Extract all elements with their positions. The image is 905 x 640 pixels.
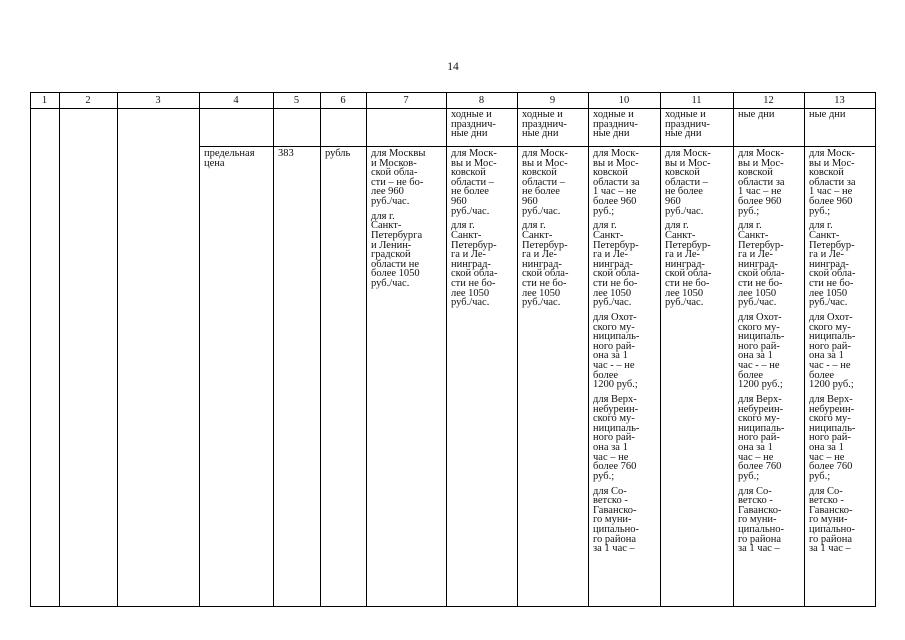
text-line: для Охот- [738,312,782,323]
text-line: за 1 час – [738,543,780,555]
column-header-2: 2 [85,95,91,106]
column-border [446,92,447,606]
cell-13-paragraph-3 [809,313,873,390]
text-line: ниципаль- [738,422,785,434]
text-line: вы и Мос- [451,157,497,169]
text-line: 1 час – не [593,186,637,198]
cell-9-paragraph-2 [522,221,586,307]
text-line: для Верх- [738,394,782,405]
text-line: более [593,369,619,381]
text-line: Гаванско- [809,504,853,516]
text-line: го района [738,533,781,545]
text-line: и Ленин- [371,239,412,251]
text-line: ниципаль- [738,331,785,343]
text-line: 1200 руб.; [809,379,854,391]
text-line: она за 1 [809,441,844,453]
cell-12-paragraph-2 [738,221,802,307]
text-line: ветско - [738,495,773,507]
text-line: лее 1050 [451,287,490,299]
text-line: ниципаль- [593,422,640,434]
text-line: ковской [451,167,486,179]
text-line: вы и Мос- [809,157,855,169]
text-line: ского му- [809,321,851,333]
text-line: празднич- [451,118,496,130]
text-line: не более [522,186,560,198]
text-line: ского му- [738,321,780,333]
page-number: 14 [447,61,459,73]
text-line: руб.; [809,205,831,217]
text-line: ветско - [809,495,844,507]
text-line: час - – не [738,359,780,371]
column-header-11: 11 [691,95,702,106]
cell-9-paragraph-1 [522,149,586,216]
text-line: га и Ле- [451,249,487,261]
text-line: для г. [451,220,475,232]
text-line: ходные и [522,109,563,120]
text-line: ского му- [738,413,780,425]
text-line: го муни- [809,514,848,526]
text-line: для г. [371,210,395,222]
text-line: сти не бо- [451,277,496,289]
text-line: она за 1 [809,350,844,362]
text-line: для Охот- [809,312,853,323]
text-line: ской обла- [809,268,856,280]
text-line: руб./час. [809,297,848,309]
column-border [199,92,200,606]
column-header-8: 8 [478,95,485,106]
text-line: руб./час. [522,297,561,309]
text-line: ковской [593,167,628,179]
text-line: ные дни [809,109,846,120]
text-line: празднич- [593,118,638,130]
text-line: Петербур- [593,239,639,251]
text-line: лее 1050 [809,287,848,299]
text-line: Санкт- [665,229,696,241]
text-line: руб.; [593,205,615,217]
text-line: области за [809,176,856,188]
text-line: ного рай- [593,340,635,352]
text-line: более 1050 [371,268,420,280]
cell-7-paragraph-2 [371,212,444,289]
text-line: руб./час. [593,297,632,309]
text-line: лее 1050 [522,287,561,299]
column-border [117,92,118,606]
column-border [320,92,321,606]
text-line: для Моск- [665,148,711,159]
carryover-cell-12 [738,110,802,120]
text-line: 960 [522,195,538,207]
text-line: небуреин- [593,403,639,415]
text-line: она за 1 [593,350,628,362]
text-line: более 960 [593,195,637,207]
text-line: более [809,369,835,381]
text-line: руб./час. [665,205,704,217]
text-line: руб.; [809,470,831,482]
text-line: ципально- [809,523,856,535]
text-line: нинград- [809,258,849,270]
text-line: ного рай- [738,340,780,352]
text-line: предельная [204,148,255,159]
text-line: руб./час. [451,205,490,217]
text-line: руб./час. [665,297,704,309]
column-border [366,92,367,606]
column-border [30,92,31,606]
text-line: для г. [809,220,833,232]
cell-8-paragraph-2 [451,221,515,307]
text-line: для Моск- [522,148,568,159]
text-line: для г. [665,220,689,232]
text-line: более 960 [809,195,853,207]
text-line: ные дни [451,128,488,140]
text-line: для г. [522,220,546,232]
text-line: 1200 руб.; [738,379,783,391]
text-line: ниципаль- [809,331,856,343]
text-line: лее 1050 [738,287,777,299]
cell-11-paragraph-1 [665,149,731,216]
text-line: ковской [665,167,700,179]
column-border [660,92,661,606]
text-line: вы и Мос- [665,157,711,169]
column-border [804,92,805,606]
text-line: вы и Мос- [593,157,639,169]
text-line: га и Ле- [738,249,774,261]
row-border [199,146,876,147]
text-line: Петербур- [809,239,855,251]
cell-13-paragraph-4 [809,395,873,481]
text-line: вы и Мос- [522,157,568,169]
column-header-6: 6 [340,95,346,106]
text-line: 1 час – не [809,186,853,198]
text-line: ные дни [522,128,559,140]
cell-13-paragraph-2 [809,221,873,307]
text-line: га и Ле- [522,249,558,261]
text-line: сти не бо- [738,277,783,289]
text-line: для Со- [738,485,772,497]
text-line: ные дни [665,128,702,140]
text-line: ного рай- [809,340,851,352]
cell-7-paragraph-1 [371,149,444,207]
text-line: Гаванско- [738,504,782,516]
text-line: Гаванско- [593,504,637,516]
cell-11-paragraph-2 [665,221,731,307]
text-line: Петербур- [451,239,497,251]
column-header-4: 4 [233,95,239,106]
text-line: Петербур- [738,239,784,251]
text-line: руб./час. [371,277,410,289]
cell-13-paragraph-1 [809,149,873,216]
text-line: она за 1 [593,441,628,453]
cell-12-paragraph-1 [738,149,802,216]
text-line: лее 960 [371,186,404,198]
text-line: нинград- [451,258,491,270]
text-line: Санкт- [522,229,553,241]
text-line: ской обла- [665,268,712,280]
text-line: для Охот- [593,312,637,323]
text-line: ской обла- [593,268,640,280]
column-header-10: 10 [618,95,630,106]
cell-unit [325,149,364,159]
text-line: она за 1 [738,350,773,362]
text-line: руб./час. [371,195,410,207]
text-line: для Моск- [809,148,855,159]
cell-12-paragraph-3 [738,313,802,390]
text-line: га и Ле- [593,249,629,261]
text-line: для Моск- [738,148,784,159]
table-bottom-border [30,606,876,607]
text-line: Санкт- [593,229,624,241]
text-line: ные дни [593,128,630,140]
carryover-cell-13 [809,110,873,120]
column-header-12: 12 [763,95,774,106]
text-line: ского му- [593,321,635,333]
column-border [875,92,876,606]
text-line: ходные и [451,109,492,120]
text-line: час – не [809,451,845,463]
text-line: 960 [451,195,467,207]
text-line: час - – не [809,359,851,371]
text-line: празднич- [522,118,567,130]
text-line: ные дни [738,109,775,120]
text-line: сти не бо- [593,277,638,289]
text-line: ского му- [809,413,851,425]
text-line: для г. [738,220,762,232]
text-line: она за 1 [738,441,773,453]
column-border [59,92,60,606]
text-line: ской обла- [451,268,498,280]
text-line: более 960 [738,195,782,207]
text-line: ходные и [593,109,634,120]
text-line: руб./час. [522,205,561,217]
text-line: Петербур- [665,239,711,251]
text-line: области не [371,258,420,270]
text-line: для Верх- [593,394,637,405]
text-line: 1 час – не [738,186,782,198]
text-line: ципально- [593,523,640,535]
text-line: час – не [738,451,774,463]
cell-8-paragraph-1 [451,149,515,216]
cell-13-paragraph-5 [809,487,873,554]
text-line: ковской [522,167,557,179]
text-line: ного рай- [738,432,780,444]
column-border [273,92,274,606]
text-line: 1200 руб.; [593,379,638,391]
text-line: 960 [665,195,681,207]
text-line: ниципаль- [593,331,640,343]
text-line: ковской [809,167,844,179]
text-line: области – [665,176,708,188]
text-line: сти не бо- [522,277,567,289]
text-line: го района [593,533,636,545]
text-line: Санкт- [451,229,482,241]
text-line: Петербурга [371,229,423,241]
text-line: не более [665,186,703,198]
cell-10-paragraph-3 [593,313,658,390]
carryover-cell-10 [593,110,658,139]
text-line: для Со- [809,485,843,497]
text-line: для Моск- [451,148,497,159]
text-line: руб.; [593,470,615,482]
table-top-border [30,92,876,93]
text-line: Санкт- [809,229,840,241]
text-line: га и Ле- [665,249,701,261]
text-line: нинград- [522,258,562,270]
text-line: руб.; [738,205,760,217]
text-line: для Верх- [809,394,853,405]
text-line: лее 1050 [593,287,632,299]
cell-10-paragraph-4 [593,395,658,481]
text-line: руб.; [738,470,760,482]
text-line: сти – не бо- [371,176,424,188]
text-line: Санкт- [371,220,402,232]
text-line: нинград- [738,258,778,270]
text-line: градской [371,249,411,261]
text-line: час – не [593,451,629,463]
column-border [733,92,734,606]
cell-12-paragraph-5 [738,487,802,554]
text-line: ниципаль- [809,422,856,434]
text-line: ковской [738,167,773,179]
text-line: Санкт- [738,229,769,241]
text-line: за 1 час – [593,543,635,555]
text-line: нинград- [665,258,705,270]
text-line: сти не бо- [809,277,854,289]
text-line: цена [204,157,225,169]
text-line: небуреин- [738,403,784,415]
cell-10-paragraph-1 [593,149,658,216]
text-line: лее 1050 [665,287,704,299]
text-line: час - – не [593,359,635,371]
column-header-5: 5 [293,95,300,106]
text-line: га и Ле- [809,249,845,261]
carryover-cell-8 [451,110,515,139]
carryover-cell-11 [665,110,731,139]
text-line: для Со- [593,485,627,497]
text-line: руб./час. [738,297,777,309]
text-line: для Моск- [593,148,639,159]
text-line: за 1 час – [809,543,851,555]
text-line: области за [593,176,640,188]
text-line: ципально- [738,523,785,535]
text-line: го муни- [593,514,632,526]
column-header-9: 9 [549,95,556,106]
text-line: ской обла- [522,268,569,280]
text-line: Петербур- [522,239,568,251]
text-line: ветско - [593,495,628,507]
text-line: более 760 [593,461,637,473]
text-line: ской обла- [371,167,418,179]
carryover-cell-9 [522,110,586,139]
column-header-3: 3 [155,95,161,106]
column-border [517,92,518,606]
cell-value [278,149,318,159]
text-line: го района [809,533,852,545]
text-line: не более [451,186,489,198]
text-line: рубль [325,148,351,159]
text-line: сти не бо- [665,277,710,289]
column-header-13: 13 [834,95,845,106]
text-line: более [738,369,764,381]
text-line: более 760 [809,461,853,473]
column-header-7: 7 [403,95,409,106]
text-line: ского му- [593,413,635,425]
text-line: области – [451,176,494,188]
text-line: руб./час. [451,297,490,309]
text-line: ного рай- [593,432,635,444]
cell-10-paragraph-2 [593,221,658,307]
text-line: области за [738,176,785,188]
text-line: ходные и [665,109,706,120]
text-line: 383 [278,148,294,159]
text-line: нинград- [593,258,633,270]
text-line: и Москов- [371,157,417,169]
cell-12-paragraph-4 [738,395,802,481]
text-line: небуреин- [809,403,855,415]
column-border [588,92,589,606]
cell-10-paragraph-5 [593,487,658,554]
column-header-1: 1 [41,95,48,106]
text-line: го муни- [738,514,777,526]
text-line: области – [522,176,565,188]
text-line: для г. [593,220,617,232]
text-line: вы и Мос- [738,157,784,169]
text-line: для Москвы [371,148,426,159]
text-line: празднич- [665,118,710,130]
cell-price-type [204,149,271,168]
text-line: ного рай- [809,432,851,444]
text-line: более 760 [738,461,782,473]
text-line: ской обла- [738,268,785,280]
